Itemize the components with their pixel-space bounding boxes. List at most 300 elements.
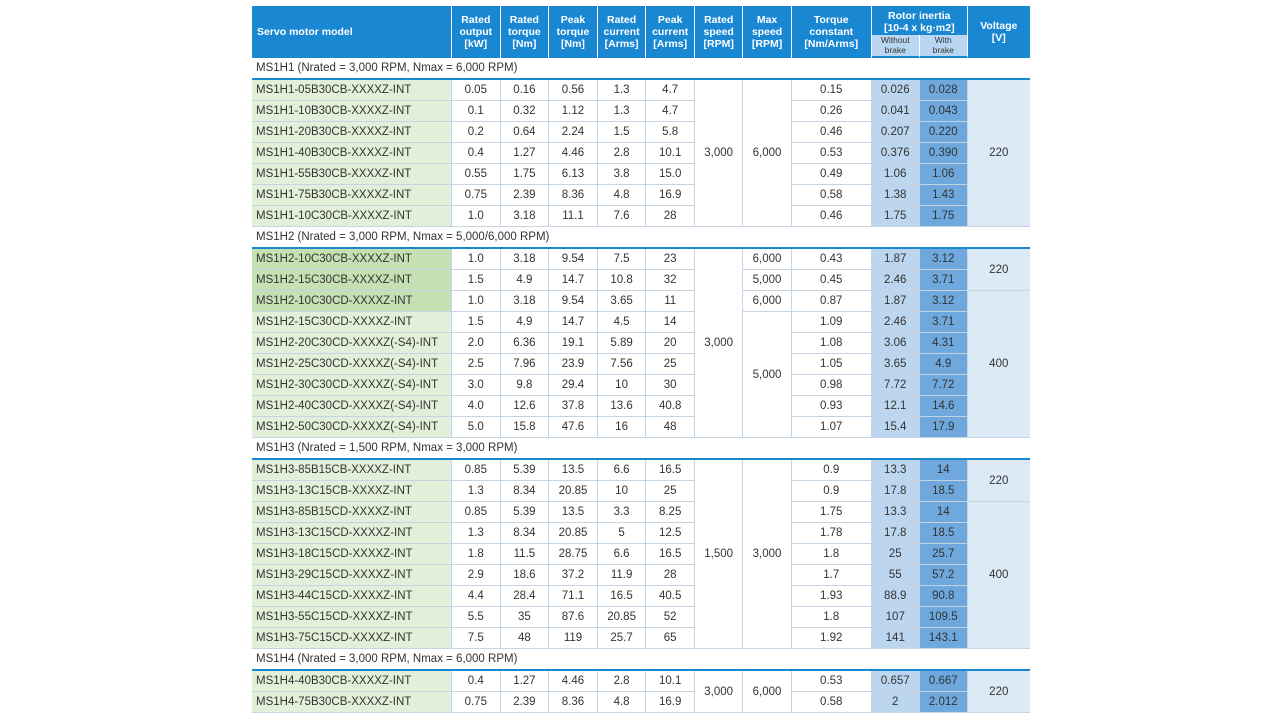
table-row: [252, 523, 1030, 544]
torque-constant-cell: 1.09: [792, 312, 872, 333]
value-cell-out: 4.4: [452, 586, 501, 607]
value-cell-out: 2.9: [452, 565, 501, 586]
value-cell-out: 0.85: [452, 460, 501, 481]
value-cell-rt: 28.4: [501, 586, 550, 607]
inertia-with-brake-cell: 57.2: [920, 565, 968, 586]
model-cell: MS1H4-75B30CB-XXXXZ-INT: [252, 692, 452, 713]
model-cell: MS1H3-18C15CD-XXXXZ-INT: [252, 544, 452, 565]
model-cell: MS1H2-10C30CD-XXXXZ-INT: [252, 291, 452, 312]
header-with-brake: With brake: [920, 35, 968, 58]
inertia-without-brake-cell: 17.8: [872, 481, 920, 502]
model-cell: MS1H3-44C15CD-XXXXZ-INT: [252, 586, 452, 607]
value-cell-rc: 2.8: [598, 671, 647, 692]
value-cell-out: 0.75: [452, 692, 501, 713]
inertia-with-brake-cell: 25.7: [920, 544, 968, 565]
inertia-with-brake-cell: 0.043: [920, 101, 968, 122]
value-cell-pc: 15.0: [646, 164, 695, 185]
value-cell-rt: 6.36: [501, 333, 550, 354]
value-cell-rt: 18.6: [501, 565, 550, 586]
table-row: [252, 164, 1030, 185]
value-cell-pc: 5.8: [646, 122, 695, 143]
table-row: [252, 122, 1030, 143]
model-cell: MS1H3-75C15CD-XXXXZ-INT: [252, 628, 452, 649]
model-cell: MS1H2-30C30CD-XXXXZ(-S4)-INT: [252, 375, 452, 396]
torque-constant-cell: 0.46: [792, 206, 872, 227]
value-cell-pc: 25: [646, 481, 695, 502]
value-cell-rc: 16: [598, 417, 647, 438]
value-cell-rt: 4.9: [501, 312, 550, 333]
inertia-without-brake-cell: 2: [872, 692, 920, 713]
value-cell-pc: 25: [646, 354, 695, 375]
value-cell-pt: 13.5: [549, 460, 598, 481]
rated-speed-cell: 1,500: [695, 460, 743, 649]
inertia-with-brake-cell: 7.72: [920, 375, 968, 396]
inertia-without-brake-cell: 13.3: [872, 460, 920, 481]
value-cell-rt: 8.34: [501, 481, 550, 502]
rated-speed-cell: 3,000: [695, 249, 743, 438]
torque-constant-cell: 1.7: [792, 565, 872, 586]
inertia-with-brake-cell: 4.9: [920, 354, 968, 375]
value-cell-out: 1.5: [452, 312, 501, 333]
table-row: [252, 333, 1030, 354]
model-cell: MS1H2-15C30CD-XXXXZ-INT: [252, 312, 452, 333]
voltage-cell: 220: [968, 460, 1030, 502]
torque-constant-cell: 1.92: [792, 628, 872, 649]
value-cell-pc: 14: [646, 312, 695, 333]
value-cell-rc: 5.89: [598, 333, 647, 354]
torque-constant-cell: 1.8: [792, 607, 872, 628]
inertia-with-brake-cell: 3.12: [920, 249, 968, 270]
header-rated-speed: Rated speed [RPM]: [695, 6, 743, 58]
value-cell-out: 0.55: [452, 164, 501, 185]
value-cell-out: 1.5: [452, 270, 501, 291]
value-cell-rt: 0.64: [501, 122, 550, 143]
voltage-cell: 220: [968, 80, 1030, 227]
inertia-without-brake-cell: 1.87: [872, 291, 920, 312]
value-cell-pt: 87.6: [549, 607, 598, 628]
table-row: [252, 101, 1030, 122]
value-cell-rt: 5.39: [501, 460, 550, 481]
value-cell-rt: 4.9: [501, 270, 550, 291]
value-cell-pt: 28.75: [549, 544, 598, 565]
value-cell-rt: 35: [501, 607, 550, 628]
model-cell: MS1H3-13C15CD-XXXXZ-INT: [252, 523, 452, 544]
value-cell-pc: 48: [646, 417, 695, 438]
torque-constant-cell: 0.43: [792, 249, 872, 270]
value-cell-rc: 10: [598, 375, 647, 396]
table-row: [252, 692, 1030, 713]
value-cell-pt: 9.54: [549, 291, 598, 312]
value-cell-rt: 3.18: [501, 291, 550, 312]
value-cell-out: 0.4: [452, 671, 501, 692]
value-cell-rc: 2.8: [598, 143, 647, 164]
inertia-with-brake-cell: 4.31: [920, 333, 968, 354]
inertia-without-brake-cell: 0.657: [872, 671, 920, 692]
value-cell-rc: 3.8: [598, 164, 647, 185]
table-row: [252, 143, 1030, 164]
max-speed-cell: 6,000: [743, 249, 791, 270]
model-cell: MS1H1-05B30CB-XXXXZ-INT: [252, 80, 452, 101]
voltage-cell: 400: [968, 291, 1030, 438]
torque-constant-cell: 0.58: [792, 692, 872, 713]
inertia-with-brake-cell: 0.220: [920, 122, 968, 143]
value-cell-pt: 8.36: [549, 185, 598, 206]
value-cell-pt: 47.6: [549, 417, 598, 438]
value-cell-pc: 40.5: [646, 586, 695, 607]
value-cell-pc: 10.1: [646, 143, 695, 164]
inertia-with-brake-cell: 18.5: [920, 481, 968, 502]
table-row: [252, 185, 1030, 206]
model-cell: MS1H3-13C15CB-XXXXZ-INT: [252, 481, 452, 502]
value-cell-rc: 1.5: [598, 122, 647, 143]
inertia-with-brake-cell: 143.1: [920, 628, 968, 649]
value-cell-rc: 7.5: [598, 249, 647, 270]
value-cell-pt: 4.46: [549, 143, 598, 164]
torque-constant-cell: 0.9: [792, 460, 872, 481]
torque-constant-cell: 0.93: [792, 396, 872, 417]
model-cell: MS1H2-50C30CD-XXXXZ(-S4)-INT: [252, 417, 452, 438]
table-row: [252, 607, 1030, 628]
value-cell-rt: 7.96: [501, 354, 550, 375]
value-cell-out: 0.75: [452, 185, 501, 206]
model-cell: MS1H1-10B30CB-XXXXZ-INT: [252, 101, 452, 122]
header-rated-torque: Rated torque [Nm]: [501, 6, 550, 58]
model-cell: MS1H1-55B30CB-XXXXZ-INT: [252, 164, 452, 185]
inertia-with-brake-cell: 90.8: [920, 586, 968, 607]
value-cell-rt: 48: [501, 628, 550, 649]
section-title: MS1H1 (Nrated = 3,000 RPM, Nmax = 6,000 RPM): [252, 58, 1030, 80]
model-cell: MS1H3-29C15CD-XXXXZ-INT: [252, 565, 452, 586]
table-row: [252, 586, 1030, 607]
value-cell-pt: 6.13: [549, 164, 598, 185]
inertia-with-brake-cell: 14.6: [920, 396, 968, 417]
inertia-with-brake-cell: 18.5: [920, 523, 968, 544]
table-row: [252, 460, 1030, 481]
value-cell-rc: 1.3: [598, 80, 647, 101]
value-cell-rt: 8.34: [501, 523, 550, 544]
model-cell: MS1H2-25C30CD-XXXXZ(-S4)-INT: [252, 354, 452, 375]
value-cell-pt: 14.7: [549, 270, 598, 291]
value-cell-pc: 12.5: [646, 523, 695, 544]
inertia-without-brake-cell: 1.87: [872, 249, 920, 270]
value-cell-rt: 1.75: [501, 164, 550, 185]
value-cell-pc: 28: [646, 206, 695, 227]
inertia-without-brake-cell: 88.9: [872, 586, 920, 607]
table-row: [252, 544, 1030, 565]
section-row: [252, 227, 1030, 249]
value-cell-out: 1.3: [452, 523, 501, 544]
value-cell-rc: 7.56: [598, 354, 647, 375]
value-cell-rt: 2.39: [501, 185, 550, 206]
value-cell-pt: 20.85: [549, 481, 598, 502]
table-row: [252, 502, 1030, 523]
torque-constant-cell: 1.75: [792, 502, 872, 523]
voltage-cell: 220: [968, 249, 1030, 291]
inertia-with-brake-cell: 2.012: [920, 692, 968, 713]
value-cell-pc: 16.5: [646, 460, 695, 481]
value-cell-pt: 29.4: [549, 375, 598, 396]
value-cell-rc: 6.6: [598, 460, 647, 481]
inertia-with-brake-cell: 1.43: [920, 185, 968, 206]
table-row: [252, 396, 1030, 417]
value-cell-rt: 0.32: [501, 101, 550, 122]
torque-constant-cell: 0.58: [792, 185, 872, 206]
inertia-with-brake-cell: 14: [920, 460, 968, 481]
value-cell-pt: 23.9: [549, 354, 598, 375]
inertia-with-brake-cell: 3.71: [920, 312, 968, 333]
header-peak-current: Peak current [Arms]: [646, 6, 695, 58]
inertia-without-brake-cell: 0.207: [872, 122, 920, 143]
inertia-with-brake-cell: 17.9: [920, 417, 968, 438]
model-cell: MS1H2-10C30CB-XXXXZ-INT: [252, 249, 452, 270]
value-cell-pt: 8.36: [549, 692, 598, 713]
value-cell-rt: 5.39: [501, 502, 550, 523]
value-cell-rc: 20.85: [598, 607, 647, 628]
value-cell-pt: 9.54: [549, 249, 598, 270]
model-cell: MS1H3-85B15CB-XXXXZ-INT: [252, 460, 452, 481]
table-row: [252, 206, 1030, 227]
table-row: [252, 417, 1030, 438]
inertia-without-brake-cell: 25: [872, 544, 920, 565]
value-cell-rc: 25.7: [598, 628, 647, 649]
model-cell: MS1H1-20B30CB-XXXXZ-INT: [252, 122, 452, 143]
value-cell-rt: 12.6: [501, 396, 550, 417]
header-peak-torque: Peak torque [Nm]: [549, 6, 598, 58]
value-cell-out: 0.2: [452, 122, 501, 143]
value-cell-pt: 119: [549, 628, 598, 649]
torque-constant-cell: 0.46: [792, 122, 872, 143]
max-speed-cell: 6,000: [743, 291, 791, 312]
value-cell-rc: 3.3: [598, 502, 647, 523]
value-cell-pc: 4.7: [646, 80, 695, 101]
value-cell-pc: 30: [646, 375, 695, 396]
model-cell: MS1H3-85B15CD-XXXXZ-INT: [252, 502, 452, 523]
value-cell-pt: 71.1: [549, 586, 598, 607]
value-cell-rt: 2.39: [501, 692, 550, 713]
inertia-without-brake-cell: 13.3: [872, 502, 920, 523]
inertia-without-brake-cell: 3.06: [872, 333, 920, 354]
value-cell-pc: 20: [646, 333, 695, 354]
value-cell-pc: 52: [646, 607, 695, 628]
value-cell-pt: 37.2: [549, 565, 598, 586]
value-cell-pc: 65: [646, 628, 695, 649]
value-cell-rc: 3.65: [598, 291, 647, 312]
section-title: MS1H4 (Nrated = 3,000 RPM, Nmax = 6,000 RPM): [252, 649, 1030, 671]
value-cell-pc: 4.7: [646, 101, 695, 122]
value-cell-rt: 3.18: [501, 249, 550, 270]
torque-constant-cell: 1.78: [792, 523, 872, 544]
value-cell-rc: 6.6: [598, 544, 647, 565]
table-row: [252, 565, 1030, 586]
table-row: [252, 671, 1030, 692]
section-title: MS1H3 (Nrated = 1,500 RPM, Nmax = 3,000 RPM): [252, 438, 1030, 460]
value-cell-rc: 10.8: [598, 270, 647, 291]
header-max-speed: Max speed [RPM]: [743, 6, 791, 58]
value-cell-pc: 40.8: [646, 396, 695, 417]
value-cell-pc: 16.9: [646, 185, 695, 206]
inertia-without-brake-cell: 2.46: [872, 270, 920, 291]
value-cell-rc: 10: [598, 481, 647, 502]
value-cell-rc: 7.6: [598, 206, 647, 227]
torque-constant-cell: 1.8: [792, 544, 872, 565]
value-cell-out: 1.0: [452, 249, 501, 270]
servo-motor-spec-table: [252, 6, 1030, 713]
model-cell: MS1H2-15C30CB-XXXXZ-INT: [252, 270, 452, 291]
max-speed-cell: 3,000: [743, 460, 791, 649]
value-cell-rt: 9.8: [501, 375, 550, 396]
section-row: [252, 438, 1030, 460]
value-cell-pt: 20.85: [549, 523, 598, 544]
section-row: [252, 649, 1030, 671]
value-cell-pt: 37.8: [549, 396, 598, 417]
value-cell-pt: 11.1: [549, 206, 598, 227]
inertia-without-brake-cell: 1.06: [872, 164, 920, 185]
max-speed-cell: 5,000: [743, 270, 791, 291]
value-cell-rt: 1.27: [501, 143, 550, 164]
value-cell-out: 2.5: [452, 354, 501, 375]
inertia-without-brake-cell: 0.041: [872, 101, 920, 122]
voltage-cell: 220: [968, 671, 1030, 713]
value-cell-out: 0.85: [452, 502, 501, 523]
value-cell-rc: 4.8: [598, 692, 647, 713]
header-voltage: Voltage [V]: [968, 6, 1030, 58]
value-cell-pc: 32: [646, 270, 695, 291]
header-rotor-inertia: Rotor inertia [10-4 x kg·m2]: [872, 6, 968, 35]
value-cell-rt: 0.16: [501, 80, 550, 101]
inertia-without-brake-cell: 7.72: [872, 375, 920, 396]
max-speed-cell: 5,000: [743, 312, 791, 438]
rated-speed-cell: 3,000: [695, 80, 743, 227]
value-cell-pt: 13.5: [549, 502, 598, 523]
value-cell-out: 3.0: [452, 375, 501, 396]
inertia-with-brake-cell: 0.390: [920, 143, 968, 164]
inertia-without-brake-cell: 2.46: [872, 312, 920, 333]
table-row: [252, 291, 1030, 312]
value-cell-rt: 1.27: [501, 671, 550, 692]
value-cell-out: 1.3: [452, 481, 501, 502]
header-rated-output: Rated output [kW]: [452, 6, 501, 58]
torque-constant-cell: 0.15: [792, 80, 872, 101]
value-cell-pc: 11: [646, 291, 695, 312]
torque-constant-cell: 0.53: [792, 671, 872, 692]
inertia-without-brake-cell: 107: [872, 607, 920, 628]
header-rated-current: Rated current [Arms]: [598, 6, 647, 58]
value-cell-out: 1.0: [452, 291, 501, 312]
header-torque-constant: Torque constant [Nm/Arms]: [792, 6, 872, 58]
value-cell-rc: 11.9: [598, 565, 647, 586]
inertia-without-brake-cell: 15.4: [872, 417, 920, 438]
value-cell-rt: 11.5: [501, 544, 550, 565]
value-cell-out: 2.0: [452, 333, 501, 354]
value-cell-out: 0.05: [452, 80, 501, 101]
value-cell-pc: 28: [646, 565, 695, 586]
section-row: [252, 58, 1030, 80]
model-cell: MS1H1-10C30CB-XXXXZ-INT: [252, 206, 452, 227]
table-row: [252, 481, 1030, 502]
inertia-without-brake-cell: 141: [872, 628, 920, 649]
voltage-cell: 400: [968, 502, 1030, 649]
value-cell-pc: 8.25: [646, 502, 695, 523]
torque-constant-cell: 1.08: [792, 333, 872, 354]
inertia-with-brake-cell: 1.75: [920, 206, 968, 227]
model-cell: MS1H3-55C15CD-XXXXZ-INT: [252, 607, 452, 628]
torque-constant-cell: 0.98: [792, 375, 872, 396]
table-row: [252, 354, 1030, 375]
value-cell-pc: 16.9: [646, 692, 695, 713]
max-speed-cell: 6,000: [743, 671, 791, 713]
inertia-with-brake-cell: 0.028: [920, 80, 968, 101]
inertia-without-brake-cell: 1.75: [872, 206, 920, 227]
table-row: [252, 628, 1030, 649]
torque-constant-cell: 0.45: [792, 270, 872, 291]
table-row: [252, 80, 1030, 101]
torque-constant-cell: 0.26: [792, 101, 872, 122]
max-speed-cell: 6,000: [743, 80, 791, 227]
model-cell: MS1H4-40B30CB-XXXXZ-INT: [252, 671, 452, 692]
value-cell-out: 5.5: [452, 607, 501, 628]
value-cell-rc: 4.5: [598, 312, 647, 333]
table-header: [252, 6, 1030, 58]
inertia-without-brake-cell: 17.8: [872, 523, 920, 544]
inertia-with-brake-cell: 3.12: [920, 291, 968, 312]
torque-constant-cell: 1.05: [792, 354, 872, 375]
inertia-without-brake-cell: 0.026: [872, 80, 920, 101]
section-title: MS1H2 (Nrated = 3,000 RPM, Nmax = 5,000/6,000 RPM): [252, 227, 1030, 249]
inertia-without-brake-cell: 12.1: [872, 396, 920, 417]
value-cell-pc: 10.1: [646, 671, 695, 692]
value-cell-out: 0.1: [452, 101, 501, 122]
model-cell: MS1H2-40C30CD-XXXXZ(-S4)-INT: [252, 396, 452, 417]
torque-constant-cell: 1.93: [792, 586, 872, 607]
value-cell-out: 7.5: [452, 628, 501, 649]
inertia-without-brake-cell: 55: [872, 565, 920, 586]
inertia-with-brake-cell: 3.71: [920, 270, 968, 291]
value-cell-out: 1.0: [452, 206, 501, 227]
table-row: [252, 270, 1030, 291]
value-cell-rc: 1.3: [598, 101, 647, 122]
table-row: [252, 312, 1030, 333]
inertia-without-brake-cell: 3.65: [872, 354, 920, 375]
torque-constant-cell: 0.87: [792, 291, 872, 312]
inertia-with-brake-cell: 14: [920, 502, 968, 523]
value-cell-pt: 2.24: [549, 122, 598, 143]
value-cell-rc: 4.8: [598, 185, 647, 206]
inertia-with-brake-cell: 109.5: [920, 607, 968, 628]
value-cell-out: 4.0: [452, 396, 501, 417]
torque-constant-cell: 0.53: [792, 143, 872, 164]
value-cell-pc: 16.5: [646, 544, 695, 565]
table-row: [252, 249, 1030, 270]
model-cell: MS1H1-40B30CB-XXXXZ-INT: [252, 143, 452, 164]
value-cell-rc: 5: [598, 523, 647, 544]
inertia-with-brake-cell: 0.667: [920, 671, 968, 692]
value-cell-pc: 23: [646, 249, 695, 270]
inertia-without-brake-cell: 0.376: [872, 143, 920, 164]
table-row: [252, 375, 1030, 396]
rated-speed-cell: 3,000: [695, 671, 743, 713]
value-cell-pt: 0.56: [549, 80, 598, 101]
inertia-with-brake-cell: 1.06: [920, 164, 968, 185]
torque-constant-cell: 0.9: [792, 481, 872, 502]
header-servo-motor-model: Servo motor model: [252, 6, 452, 58]
header-without-brake: Without brake: [872, 35, 920, 58]
value-cell-out: 5.0: [452, 417, 501, 438]
value-cell-rc: 13.6: [598, 396, 647, 417]
value-cell-pt: 19.1: [549, 333, 598, 354]
value-cell-out: 1.8: [452, 544, 501, 565]
value-cell-rt: 15.8: [501, 417, 550, 438]
table-body: [252, 58, 1030, 713]
